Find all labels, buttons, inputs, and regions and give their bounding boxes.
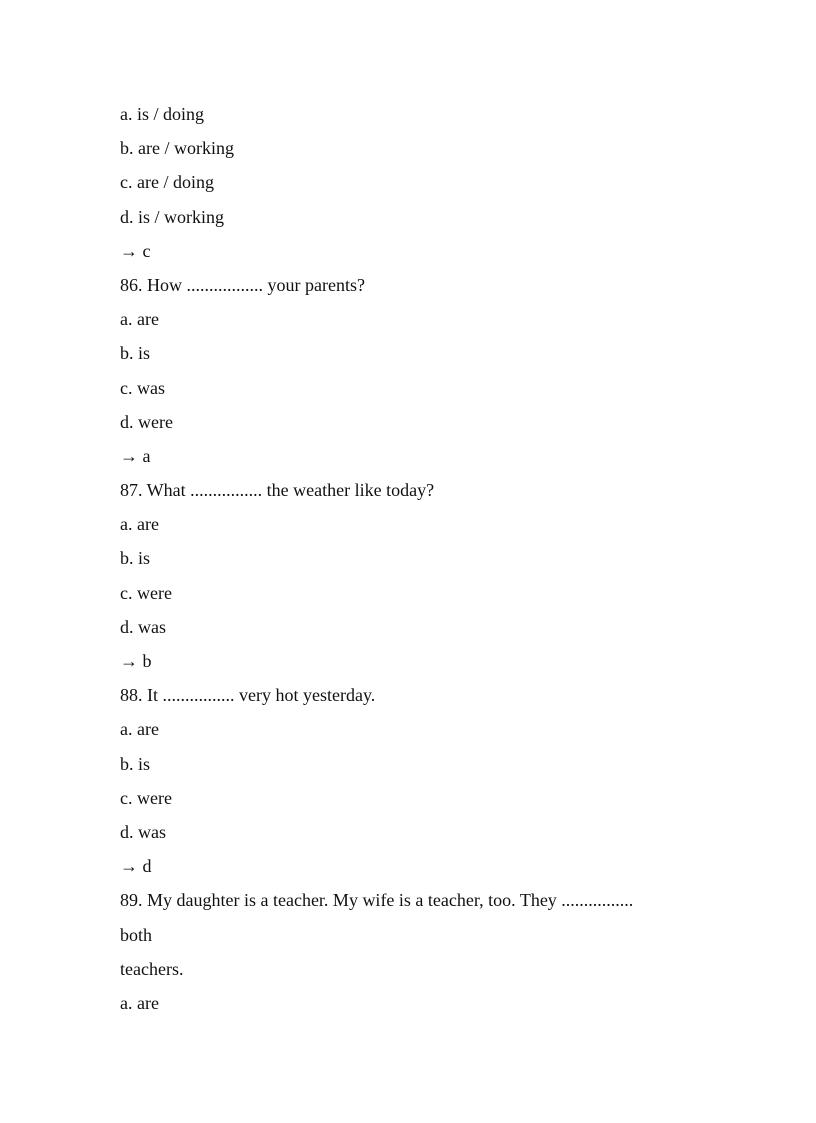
question-89-continuation: both — [120, 924, 153, 945]
question-89-continuation: teachers. — [120, 958, 184, 979]
option-line: d. was — [120, 616, 166, 637]
option-line: a. is / doing — [120, 104, 204, 124]
question-89: 89. My daughter is a teacher. My wife is a teacher, too. They ................ — [120, 890, 634, 911]
option-line: a. are — [120, 719, 159, 740]
question-87: 87. What ................ the weather like today? — [120, 480, 435, 501]
option-line: c. are / doing — [120, 172, 214, 193]
answer-line: → a — [120, 445, 151, 466]
option-line: b. are / working — [120, 138, 234, 159]
question-88: 88. It ................ very hot yesterday. — [120, 685, 376, 706]
option-line: c. were — [120, 582, 172, 603]
option-line: b. is — [120, 343, 151, 364]
answer-line: → d — [120, 856, 152, 877]
option-line: a. are — [120, 514, 159, 535]
option-line: d. is / working — [120, 206, 225, 227]
option-line: c. was — [120, 377, 165, 398]
option-line: a. are — [120, 992, 159, 1013]
answer-line: → c — [120, 240, 151, 261]
option-line: a. are — [120, 309, 159, 330]
option-line: b. is — [120, 548, 151, 569]
option-line: c. were — [120, 787, 172, 808]
question-86: 86. How ................. your parents? — [120, 274, 365, 295]
answer-line: → b — [120, 651, 152, 671]
document-page — [120, 102, 720, 1025]
option-line: b. is — [120, 753, 151, 774]
option-line: d. was — [120, 821, 166, 842]
option-line: d. were — [120, 411, 173, 432]
